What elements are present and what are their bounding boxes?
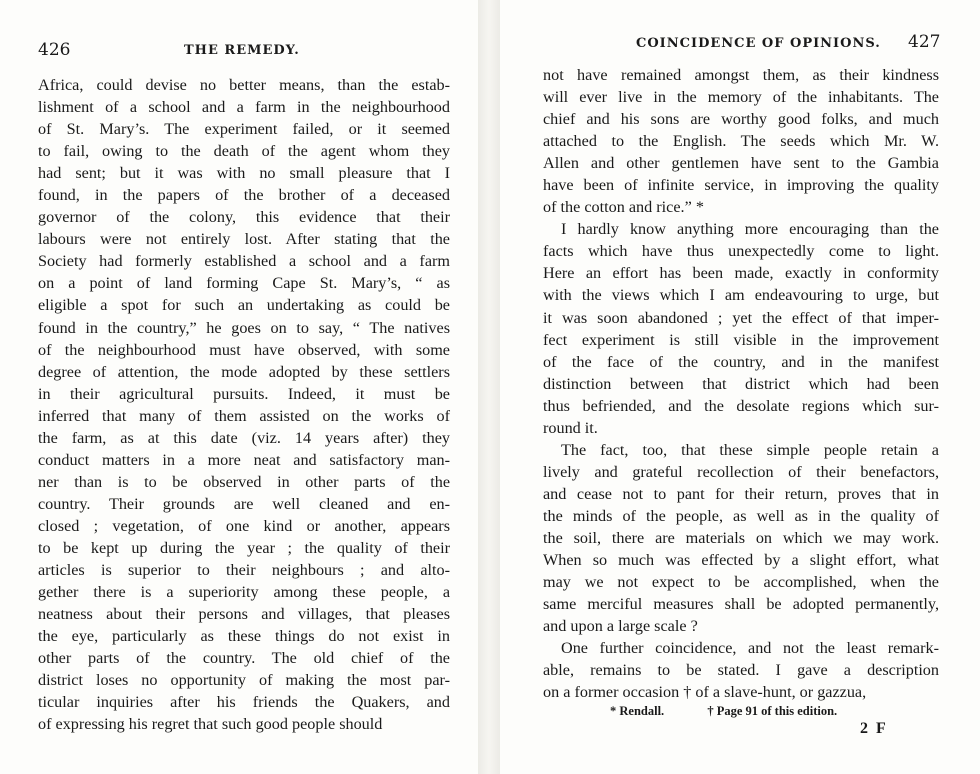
text-line: to fail, owing to the death of the agent whom they xyxy=(38,142,450,161)
text-line: ner than is to be observed in other parts of the xyxy=(38,472,450,491)
left-page-number: 426 xyxy=(38,40,71,60)
text-line: have been of infinite service, in improving the quality xyxy=(543,176,939,195)
left-body-text xyxy=(38,74,450,735)
footnote-rendall: * Rendall. xyxy=(610,704,665,718)
text-line: and cease not to pant for their return, proves that in xyxy=(543,484,939,503)
text-line: gether there is a superiority among these people, a xyxy=(38,583,450,602)
text-line: inferred that many of them assisted on the works of xyxy=(38,406,450,425)
right-body-text xyxy=(543,64,939,703)
text-line: of the neighbourhood must have observed, with some xyxy=(38,340,450,359)
text-line: it was soon abandoned ; yet the effect of that imper- xyxy=(543,308,939,327)
text-line: in their agricultural pursuits. Indeed, it must be xyxy=(38,384,450,403)
text-line: of expressing his regret that such good people should xyxy=(38,715,383,734)
right-page xyxy=(500,0,980,774)
text-line: I hardly know anything more encouraging than the xyxy=(561,220,939,239)
right-running-head: COINCIDENCE OF OPINIONS. xyxy=(636,36,881,51)
text-line: When so much was effected by a slight effort, what xyxy=(543,551,939,570)
text-line: lishment of a school and a farm in the neighbourhood xyxy=(38,98,450,117)
left-page xyxy=(0,0,478,774)
text-line: the farm, as at this date (viz. 14 years after) they xyxy=(38,428,450,447)
text-line: with the views which I am endeavouring to urge, but xyxy=(543,286,939,305)
text-line: ticular inquiries after his friends the Quakers, and xyxy=(38,693,450,712)
text-line: distinction between that district which had been xyxy=(543,374,939,393)
text-line: eligible a spot for such an undertaking as could be xyxy=(38,296,450,315)
left-running-head: THE REMEDY. xyxy=(184,43,300,58)
text-line: the eye, particularly as these things do not exist in xyxy=(38,627,450,646)
text-line: of the cotton and rice.” * xyxy=(543,198,704,217)
text-line: found, in the papers of the brother of a deceased xyxy=(38,186,450,205)
text-line: Africa, could devise no better means, than the estab- xyxy=(38,76,450,94)
text-line: the minds of the people, as well as in the quality of xyxy=(543,506,939,525)
text-line: the soil, there are materials on which we may work. xyxy=(543,528,939,547)
text-line: conduct matters in a more neat and satisfactory man- xyxy=(38,450,450,469)
text-line: chief and his sons are worthy good folks, and much xyxy=(543,110,939,129)
text-line: attached to the English. The seeds which Mr. W. xyxy=(543,132,939,151)
text-line: round it. xyxy=(543,418,598,437)
text-line: same merciful measures shall be adopted permanently, xyxy=(543,595,939,614)
footnote-page-ref: † Page 91 of this edition. xyxy=(707,704,838,718)
text-line: and upon a large scale ? xyxy=(543,617,698,636)
text-line: Allen and other gentlemen have sent to the Gambia xyxy=(543,154,939,173)
text-line: other parts of the country. The old chief of the xyxy=(38,649,450,668)
text-line: degree of attention, the mode adopted by these settlers xyxy=(38,362,450,381)
book-gutter xyxy=(478,0,500,774)
text-line: will ever live in the memory of the inhabitants. The xyxy=(543,88,939,107)
text-line: Society had formerly established a school and a farm xyxy=(38,252,450,271)
text-line: able, remains to be stated. I gave a description xyxy=(543,661,939,680)
text-line: closed ; vegetation, of one kind or another, appears xyxy=(38,516,450,535)
right-page-number: 427 xyxy=(908,32,941,52)
text-line: on a former occasion † of a slave-hunt, or gazzua, xyxy=(543,683,867,702)
text-line: The fact, too, that these simple people retain a xyxy=(561,440,939,459)
signature-mark: 2 F xyxy=(860,720,888,737)
text-line: lively and grateful recollection of their benefactors, xyxy=(543,462,939,481)
text-line: facts which have thus unexpectedly come to light. xyxy=(543,242,939,261)
text-line: to be kept up during the year ; the quality of their xyxy=(38,538,450,557)
text-line: articles is superior to their neighbours ; and alto- xyxy=(38,561,450,580)
text-line: labours were not entirely lost. After stating that the xyxy=(38,230,450,249)
text-line: on a point of land forming Cape St. Mary’s, “ as xyxy=(38,274,450,293)
text-line: of the face of the country, and in the manifest xyxy=(543,352,939,371)
text-line: found in the country,” he goes on to say, “ The natives xyxy=(38,318,450,337)
footnotes xyxy=(610,704,877,719)
text-line: had sent; but it was with no small pleasure that I xyxy=(38,164,450,183)
text-line: Here an effort has been made, exactly in conformity xyxy=(543,264,939,283)
text-line: not have remained amongst them, as their kindness xyxy=(543,66,939,84)
text-line: district loses no opportunity of making the most par- xyxy=(38,671,450,690)
text-line: neatness about their persons and villages, that pleases xyxy=(38,605,450,624)
text-line: thus befriended, and the desolate regions which sur- xyxy=(543,396,939,415)
text-line: of St. Mary’s. The experiment failed, or it seemed xyxy=(38,120,450,139)
text-line: may we not expect to be accomplished, when the xyxy=(543,573,939,592)
text-line: One further coincidence, and not the least remark- xyxy=(561,639,939,658)
text-line: country. Their grounds are well cleaned and en- xyxy=(38,494,450,513)
text-line: fect experiment is still visible in the improvement xyxy=(543,330,939,349)
text-line: governor of the colony, this evidence that their xyxy=(38,208,450,227)
